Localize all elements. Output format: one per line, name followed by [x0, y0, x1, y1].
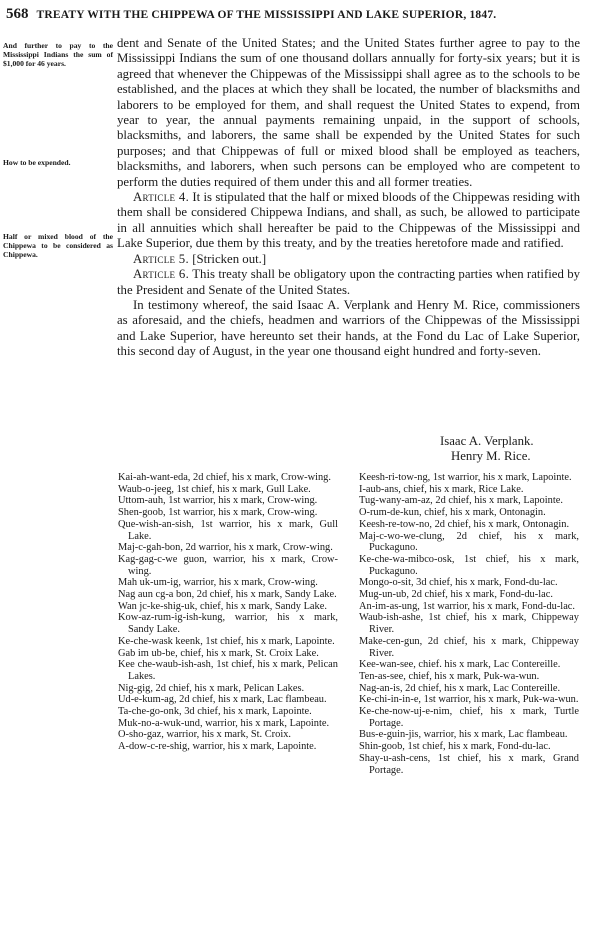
signer-entry: Keesh-ri-tow-ng, 1st warrior, his x mark, Lapointe.	[359, 472, 572, 483]
signers-right-column	[359, 472, 579, 776]
signer-entry: Ten-as-see, chief, his x mark, Puk-wa-wun.	[359, 670, 540, 682]
page-header	[6, 6, 594, 26]
signer-entry: Ke-che-wa-mibco-osk, 1st chief, his x mark, Puckaguno.	[359, 553, 579, 577]
signer-entry: Ke-chi-in-in-e, 1st warrior, his x mark, Puk-wa-wun.	[359, 694, 579, 706]
article-4-label: Article 4.	[133, 190, 190, 205]
signer-entry: Ud-e-kum-ag, 2d chief, his x mark, Lac flambeau.	[118, 694, 327, 706]
signer-entry: Keesh-re-tow-no, 2d chief, his x mark, Ontonagin.	[359, 518, 570, 530]
signer-entry: Mongo-o-sit, 3d chief, his x mark, Fond-du-lac.	[359, 577, 558, 589]
article-4	[117, 190, 580, 252]
signer-entry: Wan jc-ke-shig-uk, chief, his x mark, Sandy Lake.	[118, 600, 327, 612]
signer-entry: O-rum-de-kun, chief, his x mark, Ontonagin.	[359, 507, 546, 519]
margin-note-payment: And further to pay to the Mississippi Indians the sum of $1,000 for 46 years.	[3, 41, 113, 68]
signer-entry: Waub-o-jeeg, 1st chief, his x mark, Gull Lake.	[118, 483, 311, 495]
article-5	[117, 252, 580, 267]
signer-entry: Tug-wany-am-az, 2d chief, his x mark, Lapointe.	[359, 495, 563, 507]
signer-entry: O-sho-gaz, warrior, his x mark, St. Croix.	[118, 729, 292, 741]
article-5-text: [Stricken out.]	[189, 251, 267, 266]
signer-entry: A-dow-c-re-shig, warrior, his x mark, Lapointe.	[118, 741, 317, 753]
paragraph-continuation: dent and Senate of the United States; and the United States further agree to pay to the Mississippi Indians the sum of one thousand dollars annually for forty-six years; but it is agreed that whenever the Chippewas of the Mississippi shall agree as to the schools to be established, and the places at which they shall be located, the number of blacksmiths and laborers to be employed for them, and shall request the United States to expend, from year to year, the annual payments remaining unpaid, in the support of schools, blacksmiths, and laborers, the same shall be expended by the United States for such purposes; and that Chippewas of full or mixed blood shall be employed as teachers, blacksmiths, and laborers, when such persons can be employed who are competent to perform the duties required of them under this and all former treaties.	[117, 36, 580, 189]
signers-left-column	[118, 472, 338, 753]
article-6	[117, 267, 580, 298]
signer-entry: Ta-che-go-onk, 3d chief, his x mark, Lapointe.	[118, 706, 312, 718]
signer-entry: Kow-az-rum-ig-ish-kung, warrior, his x mark, Sandy Lake.	[118, 612, 338, 636]
margin-note-mixed-blood: Half or mixed blood of the Chippewa to be considered as Chippewa.	[3, 232, 113, 259]
signer-entry: Mah uk-um-ig, warrior, his x mark, Crow-wing.	[118, 577, 318, 589]
signer-entry: Muk-no-a-wuk-und, warrior, his x mark, Lapointe.	[118, 717, 330, 729]
signer-entry: Ke-che-wask keenk, 1st chief, his x mark, Lapointe.	[118, 635, 335, 647]
signature-rice: Henry M. Rice.	[451, 449, 531, 464]
signer-entry: Kee che-waub-ish-ash, 1st chief, his x mark, Pelican Lakes.	[118, 659, 338, 682]
running-title: TREATY WITH THE CHIPPEWA OF THE MISSISSIPPI AND LAKE SUPERIOR, 1847.	[36, 9, 497, 21]
signer-entry: I-aub-ans, chief, his x mark, Rice Lake.	[359, 483, 524, 495]
commissioner-signatures	[440, 434, 590, 465]
testimony-paragraph: In testimony whereof, the said Isaac A. Verplank and Henry M. Rice, commissioners as aforesaid, and the chiefs, headmen and warriors of the Chippewas of the Mississippi and Lake Superior, have hereunto set their hands, at the Fond du Lac of Lake Superior, this second day of August, in the year one thousand eight hundred and forty-seven.	[117, 297, 580, 359]
margin-note-expended: How to be expended.	[3, 158, 71, 167]
signer-entry: Nig-gig, 2d chief, his x mark, Pelican Lakes.	[118, 682, 305, 694]
signer-entry: Mug-un-ub, 2d chief, his x mark, Fond-du-lac.	[359, 589, 553, 601]
signer-entry: Que-wish-an-sish, 1st warrior, his x mark, Gull Lake.	[118, 518, 338, 542]
signer-entry: Maj-c-gah-bon, 2d warrior, his x mark, Crow-wing.	[118, 542, 333, 554]
signer-entry: Waub-ish-ashe, 1st chief, his x mark, Chippeway River.	[359, 612, 579, 636]
signature-verplank: Isaac A. Verplank.	[440, 434, 534, 448]
signer-entry: Maj-c-wo-we-clung, 2d chief, his x mark, Puckaguno.	[359, 530, 579, 554]
signer-entry: An-im-as-ung, 1st warrior, his x mark, Fond-du-lac.	[359, 600, 576, 612]
signer-entry: Ke-che-now-uj-e-nim, chief, his x mark, Turtle Portage.	[359, 706, 579, 729]
signer-entry: Kai-ah-want-eda, 2d chief, his x mark, Crow-wing.	[118, 472, 331, 483]
signer-entry: Nag-an-is, 2d chief, his x mark, Lac Contereille.	[359, 682, 561, 694]
article-6-label: Article 6.	[133, 267, 190, 282]
treaty-body	[117, 36, 580, 360]
page-number: 568	[6, 6, 29, 22]
signer-entry: Shen-goob, 1st warrior, his x mark, Crow-wing.	[118, 507, 318, 519]
signer-entry: Uttom-auh, 1st warrior, his x mark, Crow-wing.	[118, 495, 318, 507]
signer-entry: Kee-wan-see, chief. his x mark, Lac Contereille.	[359, 659, 561, 671]
article-4-text: It is stipulated that the half or mixed bloods of the Chippewas residing with them shall be considered Chippewa Indians, and shall, as such, be allowed to participate in all annuities which shall hereafter be paid to the Chippewas of the Mississippi and Lake Superior, due them by this treaty, and by the treaties heretofore made and ratified.	[117, 190, 580, 251]
signer-entry: Nag aun cg-a bon, 2d chief, his x mark, Sandy Lake.	[118, 589, 337, 601]
article-6-text: This treaty shall be obligatory upon the contracting parties when ratified by the President and Senate of the United States.	[117, 267, 581, 297]
article-5-label: Article 5.	[133, 251, 189, 266]
signer-entry: Bus-e-guin-jis, warrior, his x mark, Lac flambeau.	[359, 729, 568, 741]
signer-entry: Shay-u-ash-cens, 1st chief, his x mark, Grand Portage.	[359, 752, 579, 776]
signer-entry: Make-cen-gun, 2d chief, his x mark, Chippeway River.	[359, 635, 579, 659]
signer-entry: Gab im ub-be, chief, his x mark, St. Croix Lake.	[118, 647, 319, 659]
signer-entry: Kag-gag-c-we guon, warrior, his x mark, Crow-wing.	[118, 553, 338, 577]
signer-entry: Shin-goob, 1st chief, his x mark, Fond-du-lac.	[359, 741, 551, 753]
